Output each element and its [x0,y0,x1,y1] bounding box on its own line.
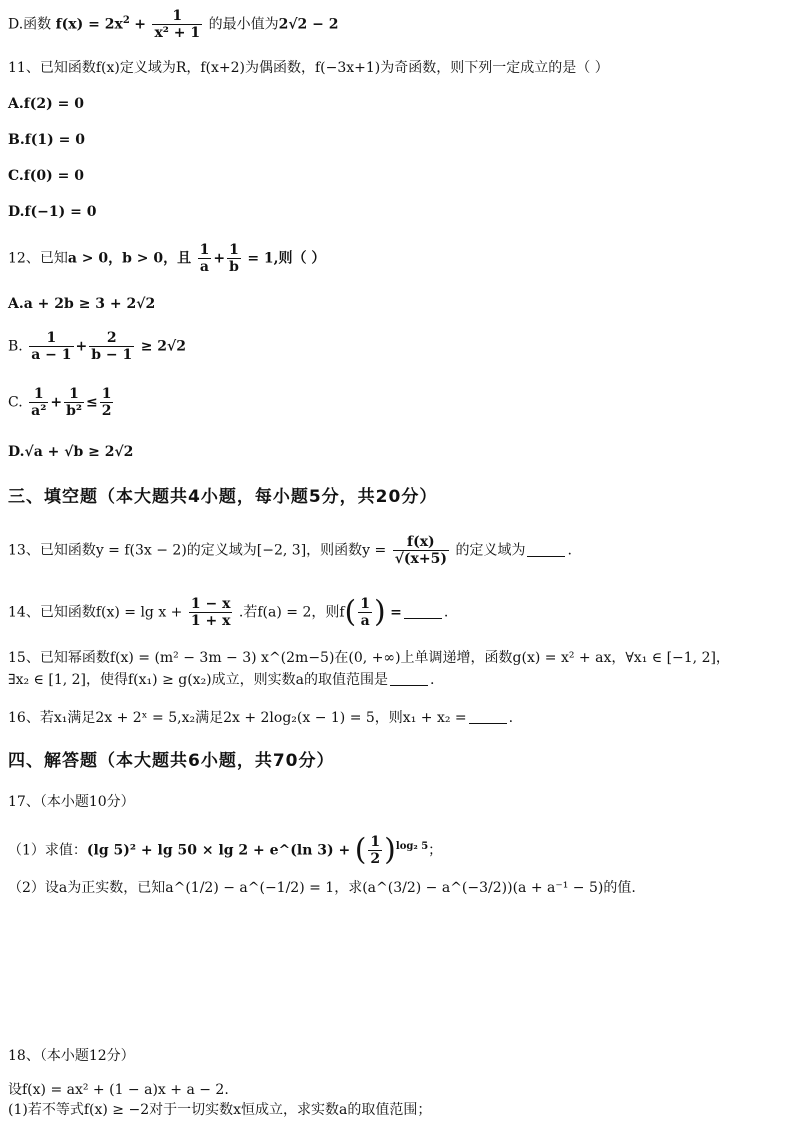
answer-blank[interactable] [390,685,428,686]
answer-blank[interactable] [469,723,507,724]
frac-den: √(x+5) [394,551,447,567]
text: 12、已知 [8,250,68,267]
q18-stem: 设f(x) = ax² + (1 − a)x + a − 2. [8,1082,229,1098]
option-label: C. [8,394,23,411]
q16-stem [8,708,513,728]
text: 13、已知函数y = f(3x − 2)的定义域为[−2, 3]，则函数y = [8,542,387,559]
text: ∃x₂ ∈ [1, 2]，使得f(x₁) ≥ g(x₂)成立，则实数a的取值范围是 [8,672,388,688]
q12-option-b: B. $\frac{1}{a - 1}$ + $\frac{2}{b - 1}$ ≥ 2√2 [8,330,186,363]
frac-num: 1 [360,596,370,612]
frac-den: 2 [370,851,381,867]
q15-line1: 15、已知幂函数f(x) = (m² − 3m − 3) x^(2m−5)在(0, +∞)上单调递增，函数g(x) = x² + ax，∀x₁ ∈ [−1, 2]， [8,650,730,666]
text: = 1,则（ ） [247,250,326,267]
frac-num: 1 − x [190,596,231,612]
q12-option-c: C. $\frac{1}{\text{a²}}$ + $\frac{1}{\text{b²}}$ ≤ $\frac{1}{2}$ [8,386,112,419]
text: ； [428,842,443,859]
text: . [430,672,435,688]
q18-header: 18、（本小题12分） [8,1048,135,1064]
section-3-title: 三、填空题（本大题共4小题，每小题5分，共20分） [8,487,438,507]
text: . [567,542,572,559]
q12-option-a: A.a + 2b ≥ 3 + 2√2 [8,296,156,312]
text: 的最小值为 [208,16,279,33]
option-label: B. [8,338,23,355]
frac-num: 1 [152,8,202,25]
q18-part1: (1)若不等式f(x) ≥ −2对于一切实数x恒成立，求实数a的取值范围； [8,1102,432,1118]
fraction [152,8,202,41]
q13-stem [8,534,572,567]
text: 16、若x₁满足2x + 2ˣ = 5,x₂满足2x + 2log₂(x − 1) = 5，则x₁ + x₂ = [8,710,467,726]
q17-header: 17、（本小题10分） [8,794,135,810]
frac-den: x² + 1 [154,25,201,41]
frac-den: 1 + x [190,613,231,629]
answer-blank[interactable] [527,556,565,557]
math-expr: 2√2 − 2 [278,16,339,33]
frac-den: a [360,613,370,629]
exponent: log₂ 5 [395,840,429,852]
q11-option-c: C.f(0) = 0 [8,168,85,184]
math-expr: f(x) = 2x [55,16,123,33]
q10-option-d: D.函数 $f(x) = 2x^2$ + $\frac{1}{\text{x² + 1}}$ 的最小值为2√2 − 2 [8,8,339,41]
math-expr: (lg 5)² + lg 50 × lg 2 + e^(ln 3) + [86,842,351,859]
text: .若f(a) = 2，则f [238,604,345,621]
q17-part1: （1）求值：(lg 5)² + lg 50 × lg 2 + e^(ln 3) + ( $\frac{1}{2}$ )$^{log_2 5}$； [8,832,443,868]
math-expr: ≥ 2√2 [140,338,186,355]
q14-stem: 14、已知函数f(x) = lg x + $\frac{1 - x}{1 + x}$ .若f(a) = 2，则f( $\frac{1}{a}$ ) = . [8,594,449,630]
text: （1）求值： [8,842,87,859]
section-4-title: 四、解答题（本大题共6小题，共70分） [8,751,335,771]
answer-blank[interactable] [404,618,442,619]
text: 14、已知函数f(x) = lg x + [8,604,183,621]
q12-option-d: D.√a + √b ≥ 2√2 [8,444,134,460]
q17-part2: （2）设a为正实数，已知a^(1/2) − a^(−1/2) = 1，求(a^(3/2) − a^(−3/2))(a + a⁻¹ − 5)的值. [8,880,636,896]
math-expr: a > 0，b > 0，且 [67,250,192,267]
text: 的定义域为 [455,542,526,559]
q12-stem: 12、已知a > 0，b > 0，且 $\frac{1}{a}$ + $\frac{1}{b}$ = 1,则（ ） [8,242,326,275]
q11-option-a: A.f(2) = 0 [8,96,84,112]
frac-num: 1 [370,834,381,850]
q11-stem: 11、已知函数f(x)定义域为R，f(x+2)为偶函数，f(−3x+1)为奇函数，则下列一定成立的是（ ） [8,60,609,76]
q15-line2 [8,670,434,690]
text: . [508,710,514,726]
frac-num: f(x) [393,534,449,551]
q11-option-b: B.f(1) = 0 [8,132,85,148]
text: . [443,604,449,621]
q11-option-d: D.f(−1) = 0 [8,204,97,220]
text: = [390,604,402,621]
option-label: D.函数 [8,16,52,33]
